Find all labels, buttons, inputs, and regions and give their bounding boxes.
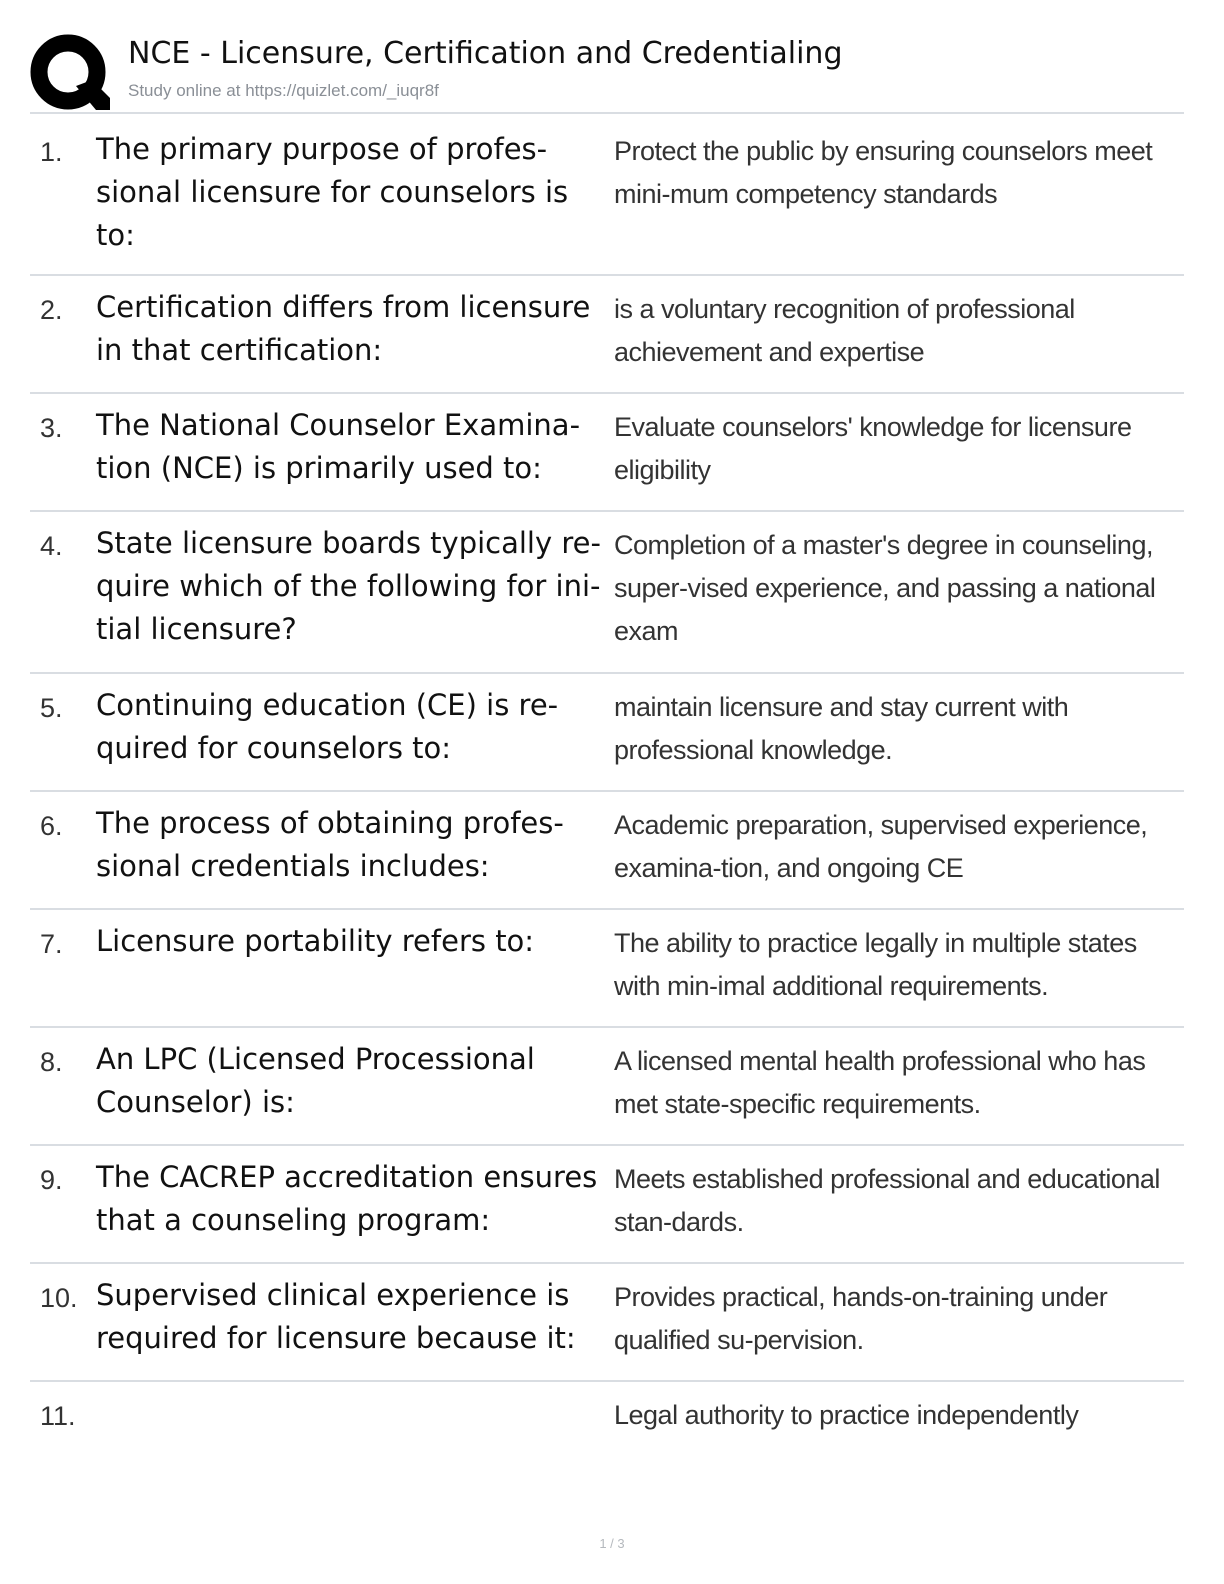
card-definition: Legal authority to practice independently [614,1400,1079,1430]
card-term: The process of obtaining profes-sional credentials includes: [96,806,564,883]
card-number: 8. [40,1047,63,1077]
card-definition: Provides practical, hands-on-training under qualified su-pervision. [614,1282,1108,1355]
card-definition: Completion of a master's degree in counseling, super-vised experience, and passing a national exam [614,530,1156,646]
card-number: 4. [40,531,63,561]
flashcard-row [30,910,1184,1028]
card-definition: Protect the public by ensuring counselors meet mini-mum competency standards [614,136,1153,209]
flashcard-row [30,276,1184,394]
page-header [30,30,1184,114]
card-number: 10. [40,1283,78,1313]
card-term: Supervised clinical experience is required for licensure because it: [96,1278,576,1355]
card-definition: Academic preparation, supervised experience, examina-tion, and ongoing CE [614,810,1148,883]
card-definition: maintain licensure and stay current with professional knowledge. [614,692,1069,765]
card-definition: A licensed mental health professional who has met state-specific requirements. [614,1046,1146,1119]
card-definition: The ability to practice legally in multiple states with min-imal additional requirements. [614,928,1137,1001]
card-number: 1. [40,137,63,167]
card-number: 3. [40,413,63,443]
quizlet-q-logo-icon [30,34,110,114]
card-definition: is a voluntary recognition of professional achievement and expertise [614,294,1075,367]
card-term: Licensure portability refers to: [96,924,535,958]
card-term: The primary purpose of profes-sional licensure for counselors is to: [96,132,569,252]
flashcard-row [30,394,1184,512]
flashcard-row [30,512,1184,674]
card-number: 6. [40,811,63,841]
flashcard-row [30,1382,1184,1462]
study-online-link[interactable]: Study online at https://quizlet.com/_iuqr8f [128,81,439,100]
card-definition: Evaluate counselors' knowledge for licensure eligibility [614,412,1132,485]
card-number: 9. [40,1165,63,1195]
card-term: The National Counselor Examina-tion (NCE) is primarily used to: [96,408,581,485]
card-number: 11. [40,1401,76,1431]
flashcard-row [30,118,1184,276]
flashcard-row [30,674,1184,792]
card-term: An LPC (Licensed Processional Counselor) is: [96,1042,535,1119]
flashcard-row [30,1028,1184,1146]
page-number: 1 / 3 [599,1536,625,1551]
card-term: State licensure boards typically re-quire which of the following for ini-tial licensure? [96,526,601,646]
flashcard-row [30,1146,1184,1264]
card-term: Certification differs from licensure in that certification: [96,290,591,367]
set-title: NCE - Licensure, Certification and Credentialing [128,36,843,71]
flashcard-row [30,1264,1184,1382]
card-term: The CACREP accreditation ensures that a counseling program: [96,1160,598,1237]
flashcard-row [30,792,1184,910]
card-term: Continuing education (CE) is re-quired for counselors to: [96,688,559,765]
flashcard-list [30,118,1184,1462]
card-number: 5. [40,693,63,723]
card-number: 2. [40,295,63,325]
card-definition: Meets established professional and educational stan-dards. [614,1164,1160,1237]
card-number: 7. [40,929,63,959]
